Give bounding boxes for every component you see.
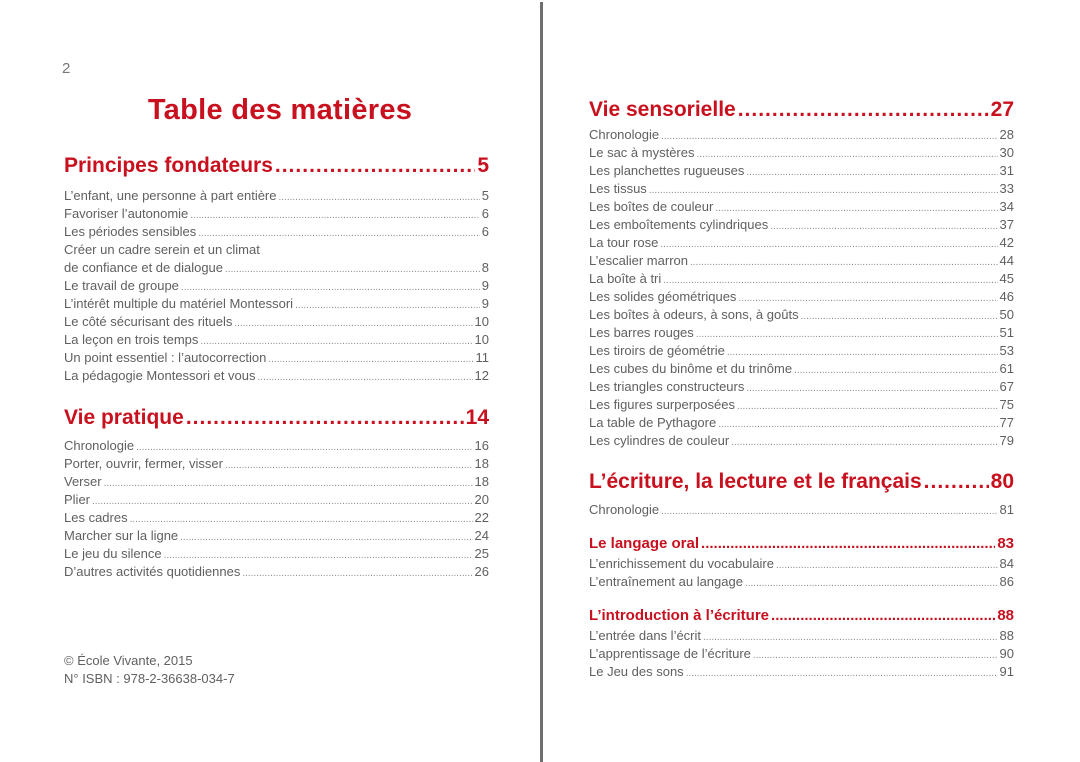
entry-label: La tour rose: [589, 235, 659, 250]
section-heading[interactable]: [64, 406, 489, 434]
entry-page: 25: [474, 546, 489, 561]
entry-label: Les barres rouges: [589, 325, 694, 340]
dot-leader: [279, 189, 480, 205]
dot-leader: [180, 529, 472, 545]
entry-page: 9: [481, 278, 489, 293]
toc-section-vie-sensorielle: [589, 98, 1014, 450]
entry-label: Les solides géométriques: [589, 289, 737, 304]
toc-entry[interactable]: [64, 241, 489, 259]
dot-leader: [746, 164, 997, 180]
toc-entry[interactable]: [64, 223, 489, 241]
toc-entry[interactable]: [64, 313, 489, 331]
entry-label: Les tiroirs de géométrie: [589, 343, 725, 358]
section-title: L’écriture, la lecture et le français: [589, 470, 922, 493]
entry-page: 34: [999, 199, 1014, 214]
entry-page: 46: [999, 289, 1014, 304]
dot-leader: [771, 607, 995, 624]
entry-label: Les cadres: [64, 510, 128, 525]
dot-leader: [738, 290, 997, 306]
section-page: 5: [477, 154, 489, 177]
toc-entry[interactable]: [589, 432, 1014, 450]
entry-page: 67: [999, 379, 1014, 394]
entry-label: Chronologie: [64, 438, 135, 453]
section-heading[interactable]: [589, 98, 1014, 126]
dot-leader: [753, 647, 998, 663]
toc-entry[interactable]: [589, 414, 1014, 432]
entry-page: 8: [481, 260, 489, 275]
toc-entry[interactable]: [589, 342, 1014, 360]
toc-entry[interactable]: [589, 645, 1014, 663]
entry-page: 33: [999, 181, 1014, 196]
entry-label: Les planchettes rugueuses: [589, 163, 745, 178]
entry-page: 22: [474, 510, 489, 525]
toc-entry[interactable]: [589, 555, 1014, 573]
entry-page: 6: [481, 206, 489, 221]
dot-leader: [92, 493, 473, 509]
entry-label: Un point essentiel : l’autocorrection: [64, 350, 267, 365]
dot-leader: [731, 434, 997, 450]
entry-label: Marcher sur la ligne: [64, 528, 179, 543]
toc-entry[interactable]: [589, 252, 1014, 270]
entry-page: 30: [999, 145, 1014, 160]
dot-leader: [234, 315, 472, 331]
entry-label: L’entraînement au langage: [589, 574, 743, 589]
toc-entry[interactable]: [64, 509, 489, 527]
dot-leader: [186, 406, 464, 430]
toc-entry[interactable]: [589, 144, 1014, 162]
entry-label: Les figures surperposées: [589, 397, 735, 412]
dot-leader: [295, 297, 480, 313]
toc-section-principes-fondateurs: [64, 154, 489, 385]
entry-page: 44: [999, 253, 1014, 268]
entry-page: 61: [999, 361, 1014, 376]
page-title: Table des matières: [147, 94, 413, 126]
dot-leader: [200, 333, 472, 349]
dot-leader: [776, 557, 998, 573]
dot-leader: [275, 154, 475, 178]
dot-leader: [663, 272, 997, 288]
dot-leader: [661, 128, 997, 144]
section-heading[interactable]: [589, 470, 1014, 498]
entry-label: Les boîtes de couleur: [589, 199, 714, 214]
entry-label: La boîte à tri: [589, 271, 662, 286]
dot-leader: [686, 665, 998, 681]
entry-page: 9: [481, 296, 489, 311]
toc-section-ecriture-lecture-francais: [589, 470, 1014, 519]
entry-page: 10: [474, 314, 489, 329]
toc-entry[interactable]: [589, 216, 1014, 234]
subsection-heading[interactable]: [589, 607, 1014, 627]
toc-entry[interactable]: [589, 288, 1014, 306]
entry-label: Les périodes sensibles: [64, 224, 197, 239]
entry-page: 79: [999, 433, 1014, 448]
toc-entry[interactable]: [64, 437, 489, 455]
entry-label: Les emboîtements cylindriques: [589, 217, 769, 232]
toc-entry[interactable]: [64, 295, 489, 313]
toc-entry[interactable]: [64, 545, 489, 563]
toc-entry[interactable]: [64, 491, 489, 509]
toc-entry[interactable]: [64, 205, 489, 223]
entry-page: 75: [999, 397, 1014, 412]
entry-label: Les cubes du binôme et du trinôme: [589, 361, 793, 376]
entry-label: Le côté sécurisant des rituels: [64, 314, 233, 329]
entry-page: 26: [474, 564, 489, 579]
section-page: 88: [997, 607, 1014, 624]
entry-label: Favoriser l’autonomie: [64, 206, 189, 221]
dot-leader: [770, 218, 997, 234]
toc-entry[interactable]: [589, 324, 1014, 342]
dot-leader: [190, 207, 479, 223]
entry-label: Créer un cadre serein et un climat: [64, 242, 260, 257]
toc-entry[interactable]: [64, 187, 489, 205]
toc-entry[interactable]: [64, 455, 489, 473]
dot-leader: [660, 236, 997, 252]
toc-entry[interactable]: [64, 277, 489, 295]
dot-leader: [181, 279, 480, 295]
toc-entry[interactable]: [589, 627, 1014, 645]
dot-leader: [258, 369, 473, 385]
dot-leader: [738, 98, 989, 122]
dot-leader: [661, 503, 997, 519]
dot-leader: [225, 261, 480, 277]
toc-entry[interactable]: [64, 473, 489, 491]
entry-label: de confiance et de dialogue: [64, 260, 224, 275]
entry-page: 28: [999, 127, 1014, 142]
entry-page: 51: [999, 325, 1014, 340]
dot-leader: [164, 547, 473, 563]
entry-label: Chronologie: [589, 502, 660, 517]
subsection-heading[interactable]: [589, 535, 1014, 555]
section-title: Principes fondateurs: [64, 154, 273, 177]
entry-page: 12: [474, 368, 489, 383]
toc-entry[interactable]: [589, 162, 1014, 180]
entry-page: 24: [474, 528, 489, 543]
toc-entry[interactable]: [64, 331, 489, 349]
toc-entry[interactable]: [589, 270, 1014, 288]
toc-entry[interactable]: [589, 180, 1014, 198]
toc-entry[interactable]: [589, 126, 1014, 144]
toc-entry[interactable]: [589, 360, 1014, 378]
dot-leader: [718, 416, 997, 432]
entry-page: 11: [475, 350, 489, 365]
toc-entry[interactable]: [64, 259, 489, 277]
entry-page: 31: [999, 163, 1014, 178]
section-page: 83: [997, 535, 1014, 552]
toc-entry[interactable]: [589, 396, 1014, 414]
toc-entry[interactable]: [589, 234, 1014, 252]
entry-label: Le travail de groupe: [64, 278, 179, 293]
entry-page: 81: [999, 502, 1014, 517]
dot-leader: [745, 575, 998, 591]
entry-page: 84: [999, 556, 1014, 571]
entry-label: Porter, ouvrir, fermer, visser: [64, 456, 223, 471]
entry-page: 86: [999, 574, 1014, 589]
entry-label: L’entrée dans l’écrit: [589, 628, 702, 643]
entry-label: Le jeu du silence: [64, 546, 162, 561]
dot-leader: [225, 457, 473, 473]
dot-leader: [198, 225, 480, 241]
dot-leader: [697, 146, 998, 162]
entry-page: 91: [999, 664, 1014, 679]
toc-entry[interactable]: [64, 367, 489, 385]
entry-label: Les boîtes à odeurs, à sons, à goûts: [589, 307, 799, 322]
entry-page: 6: [481, 224, 489, 239]
entry-page: 5: [481, 188, 489, 203]
dot-leader: [715, 200, 997, 216]
page-number: 2: [62, 60, 71, 77]
entry-label: La leçon en trois temps: [64, 332, 199, 347]
dot-leader: [727, 344, 998, 360]
toc-entry[interactable]: [589, 501, 1014, 519]
entry-label: Le sac à mystères: [589, 145, 695, 160]
dot-leader: [242, 565, 472, 581]
entry-page: 45: [999, 271, 1014, 286]
copyright-block: [64, 652, 235, 688]
section-title: Vie pratique: [64, 406, 184, 429]
toc-entry[interactable]: [64, 349, 489, 367]
dot-leader: [649, 182, 998, 198]
section-heading[interactable]: [64, 154, 489, 182]
entry-label: Plier: [64, 492, 91, 507]
entry-label: Les tissus: [589, 181, 647, 196]
entry-label: L’apprentissage de l’écriture: [589, 646, 751, 661]
entry-page: 20: [474, 492, 489, 507]
entry-page: 53: [999, 343, 1014, 358]
copyright-text: © École Vivante, 2015: [64, 653, 193, 668]
dot-leader: [690, 254, 998, 270]
entry-page: 18: [474, 456, 489, 471]
toc-section-vie-pratique: [64, 406, 489, 581]
dot-leader: [924, 470, 989, 494]
right-page: [543, 0, 1080, 762]
section-title: Le langage oral: [589, 535, 700, 552]
entry-page: 90: [999, 646, 1014, 661]
entry-label: La pédagogie Montessori et vous: [64, 368, 256, 383]
entry-page: 10: [474, 332, 489, 347]
toc-section-introduction-ecriture: [589, 607, 1014, 681]
entry-label: Verser: [64, 474, 102, 489]
entry-label: L’enfant, une personne à part entière: [64, 188, 277, 203]
entry-page: 50: [999, 307, 1014, 322]
entry-label: L’escalier marron: [589, 253, 688, 268]
toc-entry[interactable]: [64, 527, 489, 545]
toc-entry[interactable]: [589, 573, 1014, 591]
toc-section-langage-oral: [589, 535, 1014, 591]
entry-page: 37: [999, 217, 1014, 232]
dot-leader: [794, 362, 997, 378]
dot-leader: [696, 326, 998, 342]
dot-leader: [737, 398, 998, 414]
dot-leader: [801, 308, 998, 324]
entry-label: Le Jeu des sons: [589, 664, 684, 679]
entry-label: L’enrichissement du vocabulaire: [589, 556, 774, 571]
dot-leader: [130, 511, 473, 527]
entry-label: D’autres activités quotidiennes: [64, 564, 241, 579]
toc-entry[interactable]: [589, 198, 1014, 216]
entry-page: 88: [999, 628, 1014, 643]
isbn-text: N° ISBN : 978-2-36638-034-7: [64, 671, 235, 686]
entry-page: 18: [474, 474, 489, 489]
entry-label: L’intérêt multiple du matériel Montessori: [64, 296, 294, 311]
dot-leader: [268, 351, 473, 367]
dot-leader: [701, 535, 995, 552]
toc-entry[interactable]: [589, 306, 1014, 324]
entry-page: 16: [474, 438, 489, 453]
section-page: 14: [465, 406, 489, 429]
dot-leader: [104, 475, 473, 491]
section-page: 27: [990, 98, 1014, 121]
toc-entry[interactable]: [589, 378, 1014, 396]
toc-entry[interactable]: [64, 563, 489, 581]
entry-label: Les triangles constructeurs: [589, 379, 745, 394]
section-title: Vie sensorielle: [589, 98, 736, 121]
toc-entry[interactable]: [589, 663, 1014, 681]
entry-label: Chronologie: [589, 127, 660, 142]
section-page: 80: [990, 470, 1014, 493]
dot-leader: [136, 439, 472, 455]
entry-page: 77: [999, 415, 1014, 430]
entry-label: La table de Pythagore: [589, 415, 717, 430]
dot-leader: [746, 380, 997, 396]
entry-page: 42: [999, 235, 1014, 250]
entry-label: Les cylindres de couleur: [589, 433, 730, 448]
dot-leader: [703, 629, 998, 645]
section-title: L’introduction à l’écriture: [589, 607, 770, 624]
